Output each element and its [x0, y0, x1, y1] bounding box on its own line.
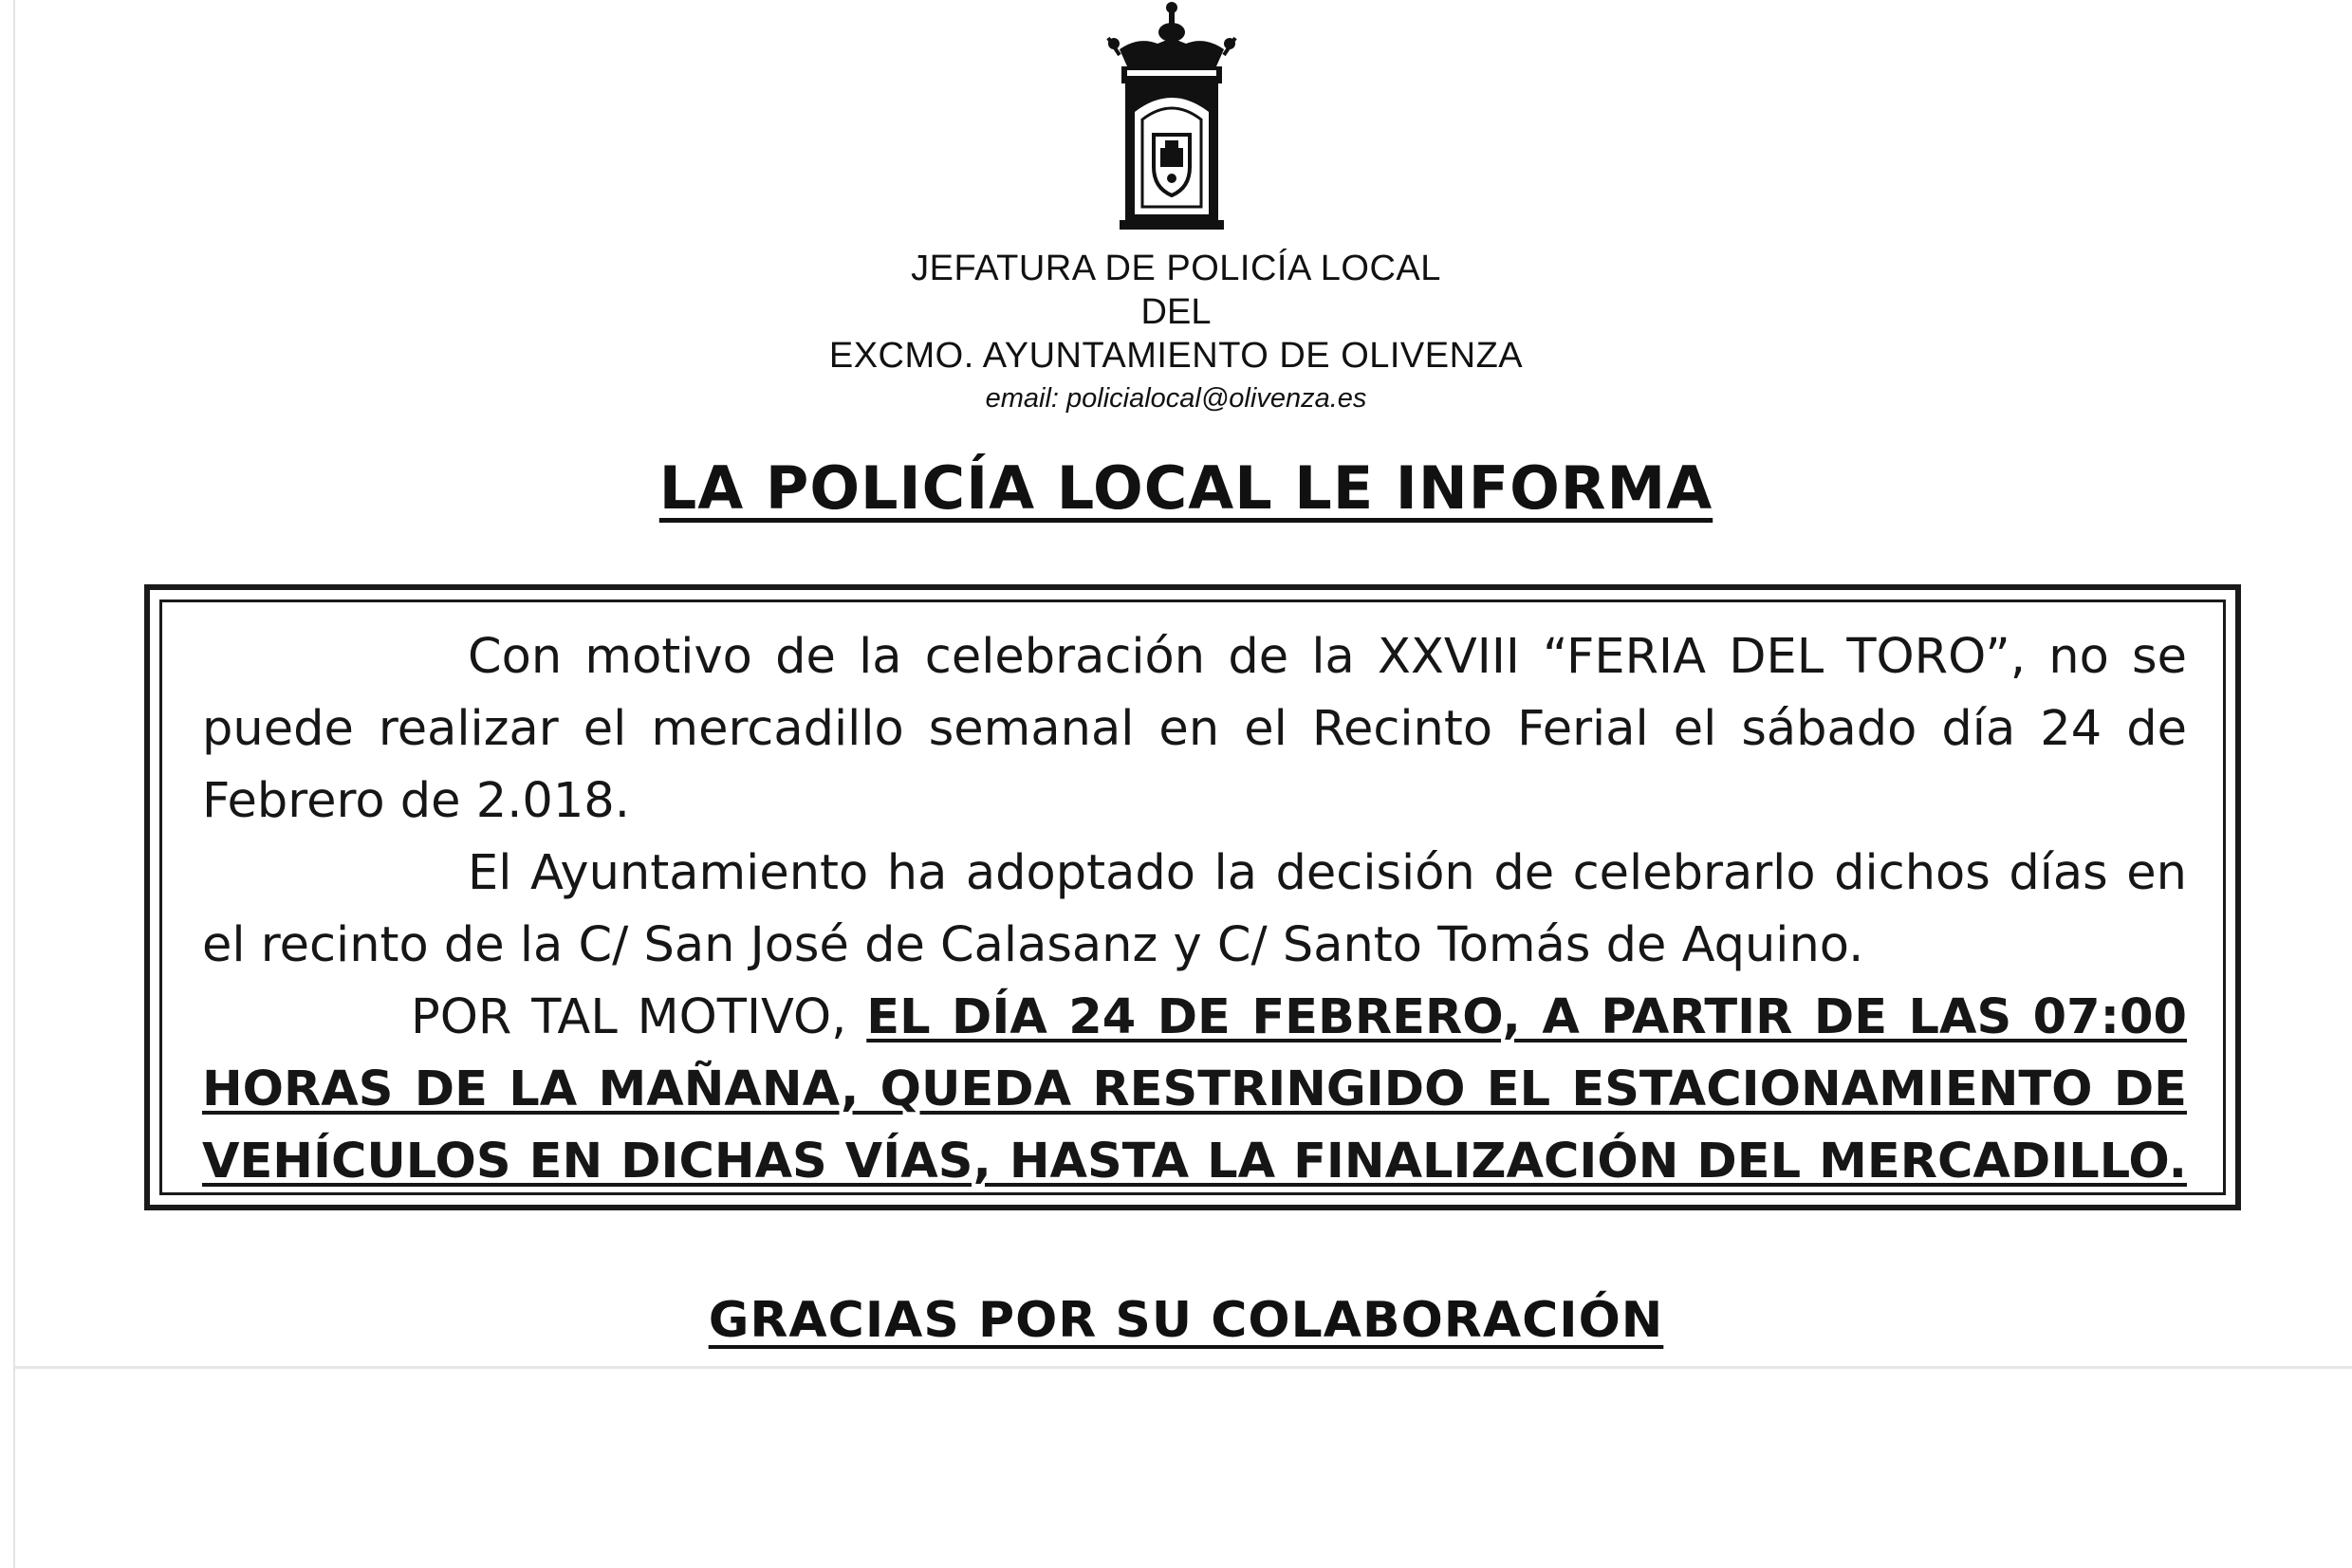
closing-message-text: GRACIAS POR SU COLABORACIÓN: [708, 1292, 1664, 1349]
notice-paragraph-3-emphasis: EL DÍA 24 DE FEBRERO, A PARTIR DE LAS 07:00 HORAS DE LA MAÑANA, QUEDA RESTRINGIDO EL ESTACIONAMIENTO DE VEHÍCULOS EN DICHAS VÍAS, HASTA LA FINALIZACIÓN DEL MERCADILLO.: [202, 989, 2187, 1190]
notice-box-inner: [159, 600, 2226, 1195]
header-line-jefatura: JEFATURA DE POLICÍA LOCAL: [911, 249, 1441, 288]
footer-divider: [15, 1366, 2352, 1369]
header-email: email: policialocal@olivenza.es: [985, 383, 1367, 414]
olivenza-crest-icon: [1101, 0, 1243, 232]
header-line-ayuntamiento: EXCMO. AYUNTAMIENTO DE OLIVENZA: [828, 336, 1524, 376]
header-line-del: DEL: [1140, 292, 1212, 332]
notice-paragraph-1: Con motivo de la celebración de la XXVIII “FERIA DEL TORO”, no se puede realizar el mercadillo semanal en el Recinto Ferial el sábado día 24 de Febrero de 2.018.: [202, 629, 2187, 829]
notice-paragraph-2: El Ayuntamiento ha adoptado la decisión de celebrarlo dichos días en el recinto de la C/ San José de Calasanz y C/ Santo Tomás de Aquino.: [202, 845, 2187, 973]
closing-message: [0, 1292, 2352, 1349]
notice-paragraph-3: [202, 982, 2187, 1198]
notice-paragraph-3-intro: POR TAL MOTIVO,: [411, 989, 867, 1045]
page-title-text: LA POLICÍA LOCAL LE INFORMA: [658, 453, 1713, 523]
page-title: [0, 453, 2352, 523]
notice-box: [144, 584, 2241, 1210]
